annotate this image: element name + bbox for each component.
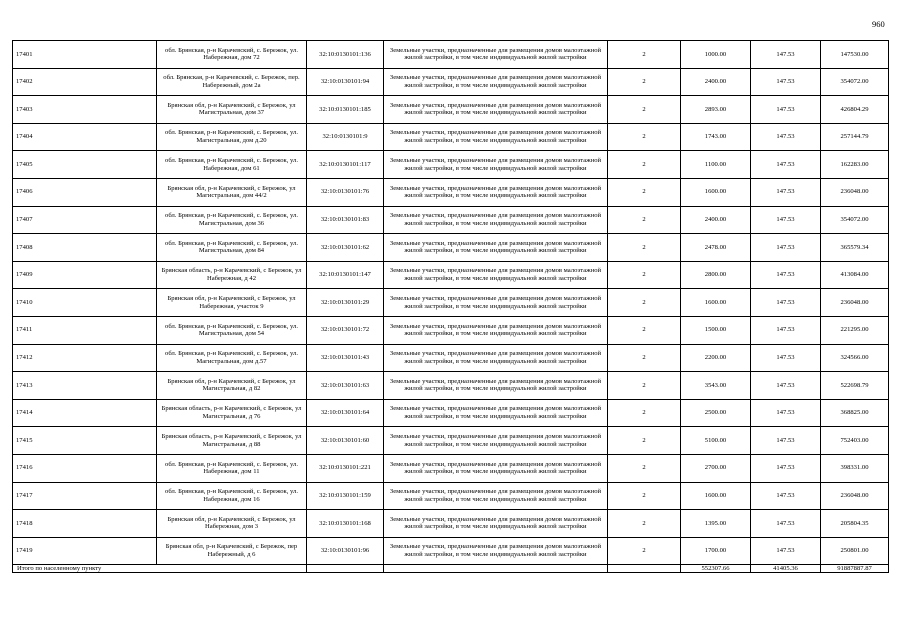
area-cell: 2700.00	[681, 454, 751, 482]
cadastral-number-cell: 32:10:0130101:60	[307, 427, 384, 455]
rate-cell: 147.53	[751, 41, 821, 69]
land-use-cell: Земельные участки, предназначенные для размещения домов малоэтажной жилой застройки, в том числе индивидуальной жилой застройки	[384, 372, 608, 400]
land-use-cell: Земельные участки, предназначенные для размещения домов малоэтажной жилой застройки, в том числе индивидуальной жилой застройки	[384, 344, 608, 372]
rate-cell: 147.53	[751, 234, 821, 262]
cadastral-number-cell: 32:10:0130101:62	[307, 234, 384, 262]
row-number-cell: 17410	[13, 289, 157, 317]
use-code-cell: 2	[608, 344, 681, 372]
cadastral-value-cell: 257144.79	[821, 123, 889, 151]
rate-cell: 147.53	[751, 96, 821, 124]
cadastral-value-cell: 221295.00	[821, 316, 889, 344]
row-number-cell: 17407	[13, 206, 157, 234]
land-use-cell: Земельные участки, предназначенные для размещения домов малоэтажной жилой застройки, в том числе индивидуальной жилой застройки	[384, 261, 608, 289]
rate-cell: 147.53	[751, 454, 821, 482]
use-code-cell: 2	[608, 482, 681, 510]
table-row	[13, 178, 889, 206]
total-label-cell: Итого по населенному пункту	[13, 565, 307, 573]
area-cell: 2500.00	[681, 399, 751, 427]
table-row	[13, 96, 889, 124]
address-cell: обл. Брянская, р-н Карачевский, с. Бережок, ул. Набережная, дом 11	[157, 454, 307, 482]
cadastral-value-cell: 324566.00	[821, 344, 889, 372]
area-cell: 2200.00	[681, 344, 751, 372]
cadastral-number-cell: 32:10:0130101:117	[307, 151, 384, 179]
rate-cell: 147.53	[751, 482, 821, 510]
use-code-cell: 2	[608, 206, 681, 234]
address-cell: обл. Брянская, р-н Карачевский, с. Бережок, ул. Магистральная, дом д.57	[157, 344, 307, 372]
address-cell: Брянская обл, р-н Карачевский, с Бережок, ул Магистральная, дом 44/2	[157, 178, 307, 206]
address-cell: Брянская область, р-н Карачевский, с Бережок, ул Набережная, д 42	[157, 261, 307, 289]
address-cell: обл. Брянская, р-н Карачевский, с. Бережок, ул. Магистральная, дом 54	[157, 316, 307, 344]
row-number-cell: 17413	[13, 372, 157, 400]
row-number-cell: 17414	[13, 399, 157, 427]
table-row	[13, 123, 889, 151]
row-number-cell: 17405	[13, 151, 157, 179]
use-code-cell: 2	[608, 261, 681, 289]
cadastral-value-cell: 236048.00	[821, 178, 889, 206]
area-cell: 5100.00	[681, 427, 751, 455]
address-cell: Брянская обл, р-н Карачевский, с Бережок, ул Набережная, участок 9	[157, 289, 307, 317]
address-cell: Брянская область, р-н Карачевский, с Бережок, ул Магистральная, д 88	[157, 427, 307, 455]
address-cell: обл. Брянская, р-н Карачевский, с. Бережок, ул. Набережная, дом 72	[157, 41, 307, 69]
table-body	[13, 41, 889, 573]
table-row	[13, 537, 889, 565]
area-cell: 2893.00	[681, 96, 751, 124]
cadastral-number-cell: 32:10:0130101:147	[307, 261, 384, 289]
table-row	[13, 344, 889, 372]
row-number-cell: 17402	[13, 68, 157, 96]
table-row	[13, 261, 889, 289]
cadastral-value-cell: 354072.00	[821, 206, 889, 234]
address-cell: Брянская обл, р-н Карачевский, с Бережок, пер Набережный, д 6	[157, 537, 307, 565]
area-cell: 1600.00	[681, 178, 751, 206]
empty-cell	[384, 565, 608, 573]
area-cell: 1100.00	[681, 151, 751, 179]
area-cell: 1743.00	[681, 123, 751, 151]
cadastral-value-cell: 752403.00	[821, 427, 889, 455]
address-cell: обл. Брянская, р-н Карачевский, с. Бережок, ул. Магистральная, дом 36	[157, 206, 307, 234]
use-code-cell: 2	[608, 96, 681, 124]
table-row	[13, 510, 889, 538]
empty-cell	[608, 565, 681, 573]
rate-cell: 147.53	[751, 206, 821, 234]
use-code-cell: 2	[608, 68, 681, 96]
cadastral-number-cell: 32:10:0130101:64	[307, 399, 384, 427]
table-row	[13, 151, 889, 179]
row-number-cell: 17403	[13, 96, 157, 124]
use-code-cell: 2	[608, 289, 681, 317]
cadastral-value-cell: 413084.00	[821, 261, 889, 289]
land-use-cell: Земельные участки, предназначенные для размещения домов малоэтажной жилой застройки, в том числе индивидуальной жилой застройки	[384, 123, 608, 151]
table-row	[13, 316, 889, 344]
rate-cell: 147.53	[751, 289, 821, 317]
use-code-cell: 2	[608, 454, 681, 482]
use-code-cell: 2	[608, 178, 681, 206]
cadastral-value-cell: 522698.79	[821, 372, 889, 400]
cadastral-value-cell: 368825.00	[821, 399, 889, 427]
table-row	[13, 399, 889, 427]
table-row	[13, 234, 889, 262]
area-cell: 1700.00	[681, 537, 751, 565]
land-use-cell: Земельные участки, предназначенные для размещения домов малоэтажной жилой застройки, в том числе индивидуальной жилой застройки	[384, 96, 608, 124]
cadastral-number-cell: 32:10:0130101:72	[307, 316, 384, 344]
row-number-cell: 17409	[13, 261, 157, 289]
address-cell: обл. Брянская, р-н Карачевский, с. Бережок, пер. Набережный, дом 2а	[157, 68, 307, 96]
use-code-cell: 2	[608, 427, 681, 455]
rate-cell: 147.53	[751, 151, 821, 179]
land-use-cell: Земельные участки, предназначенные для размещения домов малоэтажной жилой застройки, в том числе индивидуальной жилой застройки	[384, 427, 608, 455]
row-number-cell: 17404	[13, 123, 157, 151]
cadastral-value-cell: 236048.00	[821, 482, 889, 510]
cadastral-number-cell: 32:10:0130101:83	[307, 206, 384, 234]
row-number-cell: 17417	[13, 482, 157, 510]
table-row	[13, 427, 889, 455]
area-cell: 1000.00	[681, 41, 751, 69]
row-number-cell: 17412	[13, 344, 157, 372]
row-number-cell: 17401	[13, 41, 157, 69]
cadastral-number-cell: 32:10:0130101:168	[307, 510, 384, 538]
use-code-cell: 2	[608, 372, 681, 400]
cadastral-value-cell: 162283.00	[821, 151, 889, 179]
area-cell: 1600.00	[681, 482, 751, 510]
rate-cell: 147.53	[751, 261, 821, 289]
land-use-cell: Земельные участки, предназначенные для размещения домов малоэтажной жилой застройки, в том числе индивидуальной жилой застройки	[384, 482, 608, 510]
rate-cell: 147.53	[751, 68, 821, 96]
table-row	[13, 68, 889, 96]
cadastral-number-cell: 32:10:0130101:94	[307, 68, 384, 96]
land-use-cell: Земельные участки, предназначенные для размещения домов малоэтажной жилой застройки, в том числе индивидуальной жилой застройки	[384, 289, 608, 317]
land-use-cell: Земельные участки, предназначенные для размещения домов малоэтажной жилой застройки, в том числе индивидуальной жилой застройки	[384, 537, 608, 565]
cadastral-value-cell: 365579.34	[821, 234, 889, 262]
table-row	[13, 289, 889, 317]
row-number-cell: 17419	[13, 537, 157, 565]
address-cell: обл. Брянская, р-н Карачевский, с. Бережок, ул. Магистральная, дом д.20	[157, 123, 307, 151]
rate-cell: 147.53	[751, 510, 821, 538]
use-code-cell: 2	[608, 123, 681, 151]
cadastral-value-cell: 354072.00	[821, 68, 889, 96]
address-cell: обл. Брянская, р-н Карачевский, с. Бережок, ул. Магистральная, дом 84	[157, 234, 307, 262]
land-use-cell: Земельные участки, предназначенные для размещения домов малоэтажной жилой застройки, в том числе индивидуальной жилой застройки	[384, 68, 608, 96]
use-code-cell: 2	[608, 316, 681, 344]
address-cell: Брянская обл, р-н Карачевский, с Бережок, ул Магистральная, дом 37	[157, 96, 307, 124]
rate-cell: 147.53	[751, 399, 821, 427]
rate-cell: 147.53	[751, 178, 821, 206]
use-code-cell: 2	[608, 41, 681, 69]
empty-cell	[307, 565, 384, 573]
cadastral-value-cell: 398331.00	[821, 454, 889, 482]
land-use-cell: Земельные участки, предназначенные для размещения домов малоэтажной жилой застройки, в том числе индивидуальной жилой застройки	[384, 234, 608, 262]
cadastral-number-cell: 32:10:0130101:63	[307, 372, 384, 400]
cadastral-value-cell: 205804.35	[821, 510, 889, 538]
area-cell: 2478.00	[681, 234, 751, 262]
area-cell: 1500.00	[681, 316, 751, 344]
total-area-cell: 552307.66	[681, 565, 751, 573]
land-use-cell: Земельные участки, предназначенные для размещения домов малоэтажной жилой застройки, в том числе индивидуальной жилой застройки	[384, 178, 608, 206]
cadastral-value-table	[12, 40, 889, 573]
address-cell: обл. Брянская, р-н Карачевский, с. Бережок, ул. Набережная, дом 61	[157, 151, 307, 179]
total-value-cell: 91887887.87	[821, 565, 889, 573]
land-use-cell: Земельные участки, предназначенные для размещения домов малоэтажной жилой застройки, в том числе индивидуальной жилой застройки	[384, 454, 608, 482]
row-number-cell: 17408	[13, 234, 157, 262]
cadastral-value-cell: 250801.00	[821, 537, 889, 565]
table-row	[13, 41, 889, 69]
area-cell: 2400.00	[681, 206, 751, 234]
row-number-cell: 17411	[13, 316, 157, 344]
rate-cell: 147.53	[751, 427, 821, 455]
rate-cell: 147.53	[751, 316, 821, 344]
total-rate-cell: 41405.36	[751, 565, 821, 573]
cadastral-number-cell: 32:10:0130101:29	[307, 289, 384, 317]
cadastral-value-cell: 147530.00	[821, 41, 889, 69]
total-row	[13, 565, 889, 573]
land-use-cell: Земельные участки, предназначенные для размещения домов малоэтажной жилой застройки, в том числе индивидуальной жилой застройки	[384, 510, 608, 538]
row-number-cell: 17415	[13, 427, 157, 455]
cadastral-value-cell: 236048.00	[821, 289, 889, 317]
row-number-cell: 17406	[13, 178, 157, 206]
area-cell: 3543.00	[681, 372, 751, 400]
use-code-cell: 2	[608, 510, 681, 538]
rate-cell: 147.53	[751, 123, 821, 151]
area-cell: 2400.00	[681, 68, 751, 96]
area-cell: 1600.00	[681, 289, 751, 317]
cadastral-number-cell: 32:10:0130101:9	[307, 123, 384, 151]
use-code-cell: 2	[608, 234, 681, 262]
table-row	[13, 372, 889, 400]
area-cell: 1395.00	[681, 510, 751, 538]
page-number: 960	[872, 19, 885, 29]
cadastral-number-cell: 32:10:0130101:159	[307, 482, 384, 510]
rate-cell: 147.53	[751, 537, 821, 565]
address-cell: Брянская обл, р-н Карачевский, с Бережок, ул Магистральная, д 82	[157, 372, 307, 400]
area-cell: 2800.00	[681, 261, 751, 289]
address-cell: Брянская обл, р-н Карачевский, с Бережок, ул Набережная, дом 3	[157, 510, 307, 538]
cadastral-number-cell: 32:10:0130101:185	[307, 96, 384, 124]
row-number-cell: 17418	[13, 510, 157, 538]
use-code-cell: 2	[608, 399, 681, 427]
table-row	[13, 482, 889, 510]
cadastral-number-cell: 32:10:0130101:221	[307, 454, 384, 482]
table-row	[13, 454, 889, 482]
land-use-cell: Земельные участки, предназначенные для размещения домов малоэтажной жилой застройки, в том числе индивидуальной жилой застройки	[384, 399, 608, 427]
address-cell: обл. Брянская, р-н Карачевский, с. Бережок, ул. Набережная, дом 16	[157, 482, 307, 510]
table-row	[13, 206, 889, 234]
cadastral-number-cell: 32:10:0130101:136	[307, 41, 384, 69]
cadastral-number-cell: 32:10:0130101:96	[307, 537, 384, 565]
land-use-cell: Земельные участки, предназначенные для размещения домов малоэтажной жилой застройки, в том числе индивидуальной жилой застройки	[384, 151, 608, 179]
rate-cell: 147.53	[751, 372, 821, 400]
land-use-cell: Земельные участки, предназначенные для размещения домов малоэтажной жилой застройки, в том числе индивидуальной жилой застройки	[384, 41, 608, 69]
land-use-cell: Земельные участки, предназначенные для размещения домов малоэтажной жилой застройки, в том числе индивидуальной жилой застройки	[384, 316, 608, 344]
land-use-cell: Земельные участки, предназначенные для размещения домов малоэтажной жилой застройки, в том числе индивидуальной жилой застройки	[384, 206, 608, 234]
cadastral-value-cell: 426804.29	[821, 96, 889, 124]
address-cell: Брянская область, р-н Карачевский, с Бережок, ул Магистральная, д 76	[157, 399, 307, 427]
use-code-cell: 2	[608, 151, 681, 179]
row-number-cell: 17416	[13, 454, 157, 482]
cadastral-number-cell: 32:10:0130101:76	[307, 178, 384, 206]
rate-cell: 147.53	[751, 344, 821, 372]
cadastral-number-cell: 32:10:0130101:43	[307, 344, 384, 372]
use-code-cell: 2	[608, 537, 681, 565]
